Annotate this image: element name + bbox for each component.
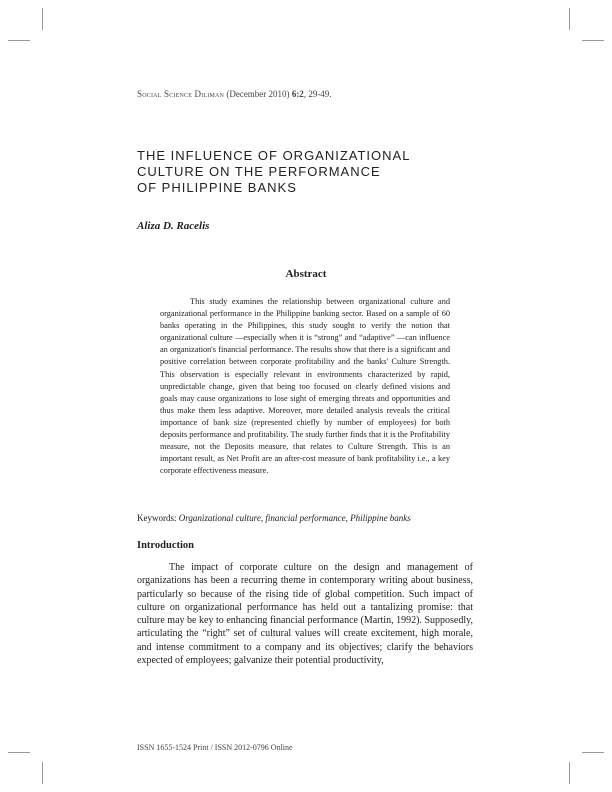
author-name: Aliza D. Racelis (137, 220, 210, 232)
keywords-values: Organizational culture, financial performance, Philippine banks (178, 513, 411, 523)
article-title (137, 148, 497, 196)
abstract-heading: Abstract (285, 268, 327, 280)
journal-name: Social Science Diliman (137, 89, 225, 99)
title-line: CULTURE ON THE PERFORMANCE (137, 164, 381, 179)
crop-mark (582, 40, 604, 41)
crop-mark (42, 762, 43, 784)
crop-mark (569, 762, 570, 784)
volume-issue: 6:2 (291, 89, 304, 99)
keywords-label: Keywords: (137, 513, 177, 523)
issn-footer: ISSN 1655-1524 Print / ISSN 2012-0796 Online (137, 743, 293, 752)
crop-mark (569, 8, 570, 30)
crop-mark (8, 752, 30, 753)
crop-mark (8, 40, 30, 41)
keywords (137, 513, 497, 523)
title-line: THE INFLUENCE OF ORGANIZATIONAL (137, 148, 411, 163)
title-line: OF PHILIPPINE BANKS (137, 180, 297, 195)
crop-mark (42, 8, 43, 30)
journal-citation (137, 89, 332, 99)
crop-mark (582, 752, 604, 753)
section-heading-introduction: Introduction (137, 540, 194, 551)
issue-date: (December 2010) (226, 89, 290, 99)
page-range: , 29-49. (303, 89, 332, 99)
abstract-text: This study examines the relationship between organizational culture and organizational performance in the Philippine banking sector. Based on a sample of 60 banks operating in the Philippines, this study sought to verify the notion that organizational culture —especially when it is “strong” and “adaptive” —can influence an organization's financial performance. The results show that there is a significant and positive correlation between corporate profitability and the banks' Culture Strength. This observation is especially relevant in environments characterized by rapid, unpredictable change, given that being too focused on clearly defined visions and goals may cause organizations to lose sight of emerging threats and opportunities and thus make them less adaptive. Moreover, more detailed analysis reveals the critical importance of bank size (represented chiefly by number of employees) for both deposits performance and profitability. The study further finds that it is the Profitability measure, not the Deposits measure, that relates to Culture Strength. This is an important result, as Net Profit are an after-cost measure of bank profitability i.e., a key corporate effectiveness measure. (160, 297, 450, 476)
introduction-text: The impact of corporate culture on the design and management of organizations has been a recurring theme in contemporary writing about business, particularly so because of the rising tide of global competition. Such impact of culture on organizational performance has held out a tantalizing promise: that culture may be key to enhancing financial performance (Martin, 1992). Supposedly, articulating the “right” set of cultural values will create excitement, high morale, and intense commitment to a company and its objectives; clarify the behaviors expected of employees; galvanize their potential productivity, (137, 562, 473, 667)
